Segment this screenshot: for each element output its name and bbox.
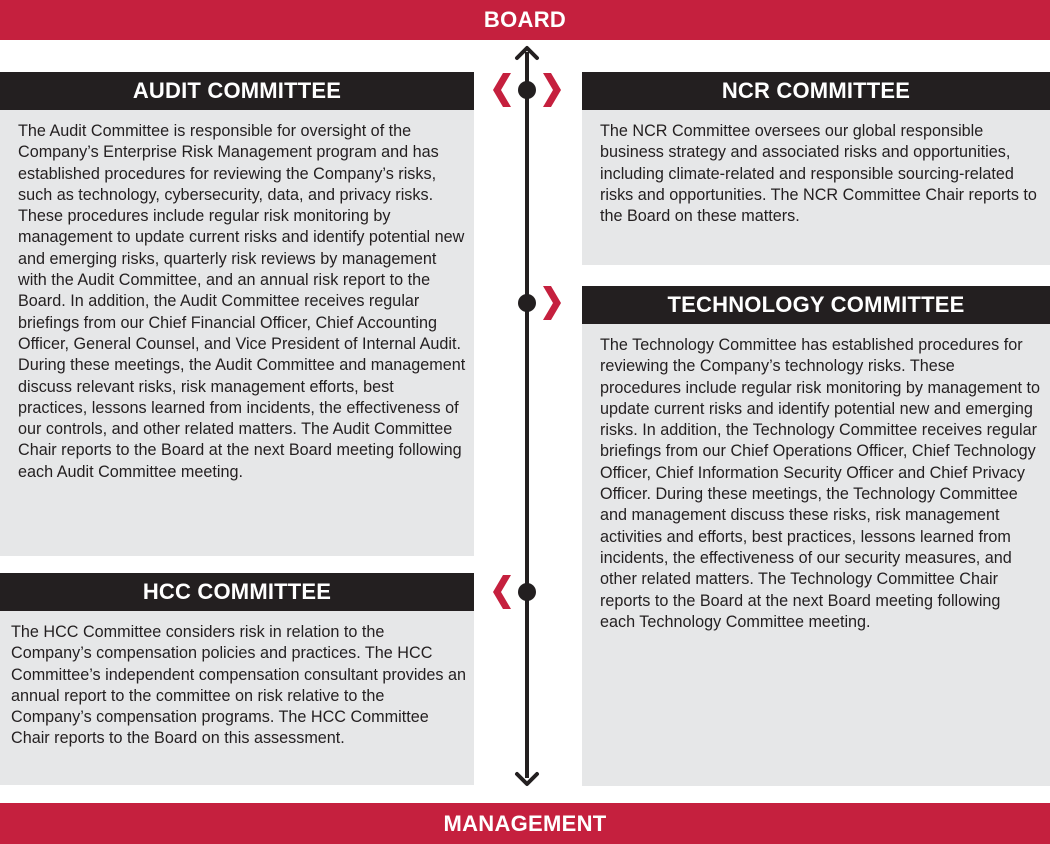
timeline-down-arrow-icon [517, 774, 537, 784]
chevron-right-icon [543, 286, 561, 320]
technology-committee-title: TECHNOLOGY COMMITTEE [582, 286, 1050, 324]
ncr-committee-title: NCR COMMITTEE [582, 72, 1050, 110]
technology-committee-description: The Technology Committee has established procedures for reviewing the Company’s technology risks. These procedures include regular risk monitoring by management to update current risks and identify potential new and emerging risks. In addition, the Technology Committee receives regular briefings from our Chief Operations Officer, Chief Technology Officer, Chief Information Security Officer and Chief Privacy Officer. During these meetings, the Technology Committee and management discuss these risks, risk management activities and efforts, best practices, lessons learned from incidents, the effectiveness of our security measures, and other related matters. The Technology Committee Chair reports to the Board at the next Board meeting following each Technology Committee meeting. [600, 336, 1040, 631]
timeline-node-hcc [518, 583, 536, 601]
ncr-committee-panel [582, 72, 1050, 265]
timeline-node-audit-ncr [518, 81, 536, 99]
chevron-left-icon [493, 73, 511, 107]
audit-committee-title: AUDIT COMMITTEE [0, 72, 474, 110]
board-banner: BOARD [0, 0, 1050, 40]
timeline-up-arrow-icon [517, 48, 537, 58]
ncr-committee-description: The NCR Committee oversees our global responsible business strategy and associated risks and opportunities, including climate-related and responsible sourcing-related risks and opportunities. The NCR Committee Chair reports to the Board on these matters. [600, 122, 1037, 226]
technology-committee-panel [582, 286, 1050, 786]
audit-committee-description: The Audit Committee is responsible for oversight of the Company’s Enterprise Risk Management program and has established procedures for reviewing the Company’s risks, such as technology, cybersecurity, data, and privacy risks. These procedures include regular risk monitoring by management to update current risks and identify potential new and emerging risks, quarterly risk reviews by management with the Audit Committee, and an annual risk report to the Board. In addition, the Audit Committee receives regular briefings from our Chief Financial Officer, Chief Accounting Officer, General Counsel, and Vice President of Internal Audit. During these meetings, the Audit Committee and management discuss relevant risks, risk management efforts, best practices, lessons learned from incidents, the effectiveness of our controls, and other related matters. The Audit Committee Chair reports to the Board at the next Board meeting following each Audit Committee meeting. [18, 122, 466, 481]
management-banner: MANAGEMENT [0, 803, 1050, 844]
hcc-committee-panel [0, 573, 474, 785]
timeline-node-technology [518, 294, 536, 312]
audit-committee-panel [0, 72, 474, 556]
chevron-left-icon [493, 575, 511, 609]
hcc-committee-description: The HCC Committee considers risk in relation to the Company’s compensation policies and practices. The HCC Committee’s independent compensation consultant provides an annual report to the committee on risk relative to the Company’s compensation programs. The HCC Committee Chair reports to the Board on this assessment. [11, 623, 467, 748]
hcc-committee-title: HCC COMMITTEE [0, 573, 474, 611]
chevron-right-icon [543, 73, 561, 107]
